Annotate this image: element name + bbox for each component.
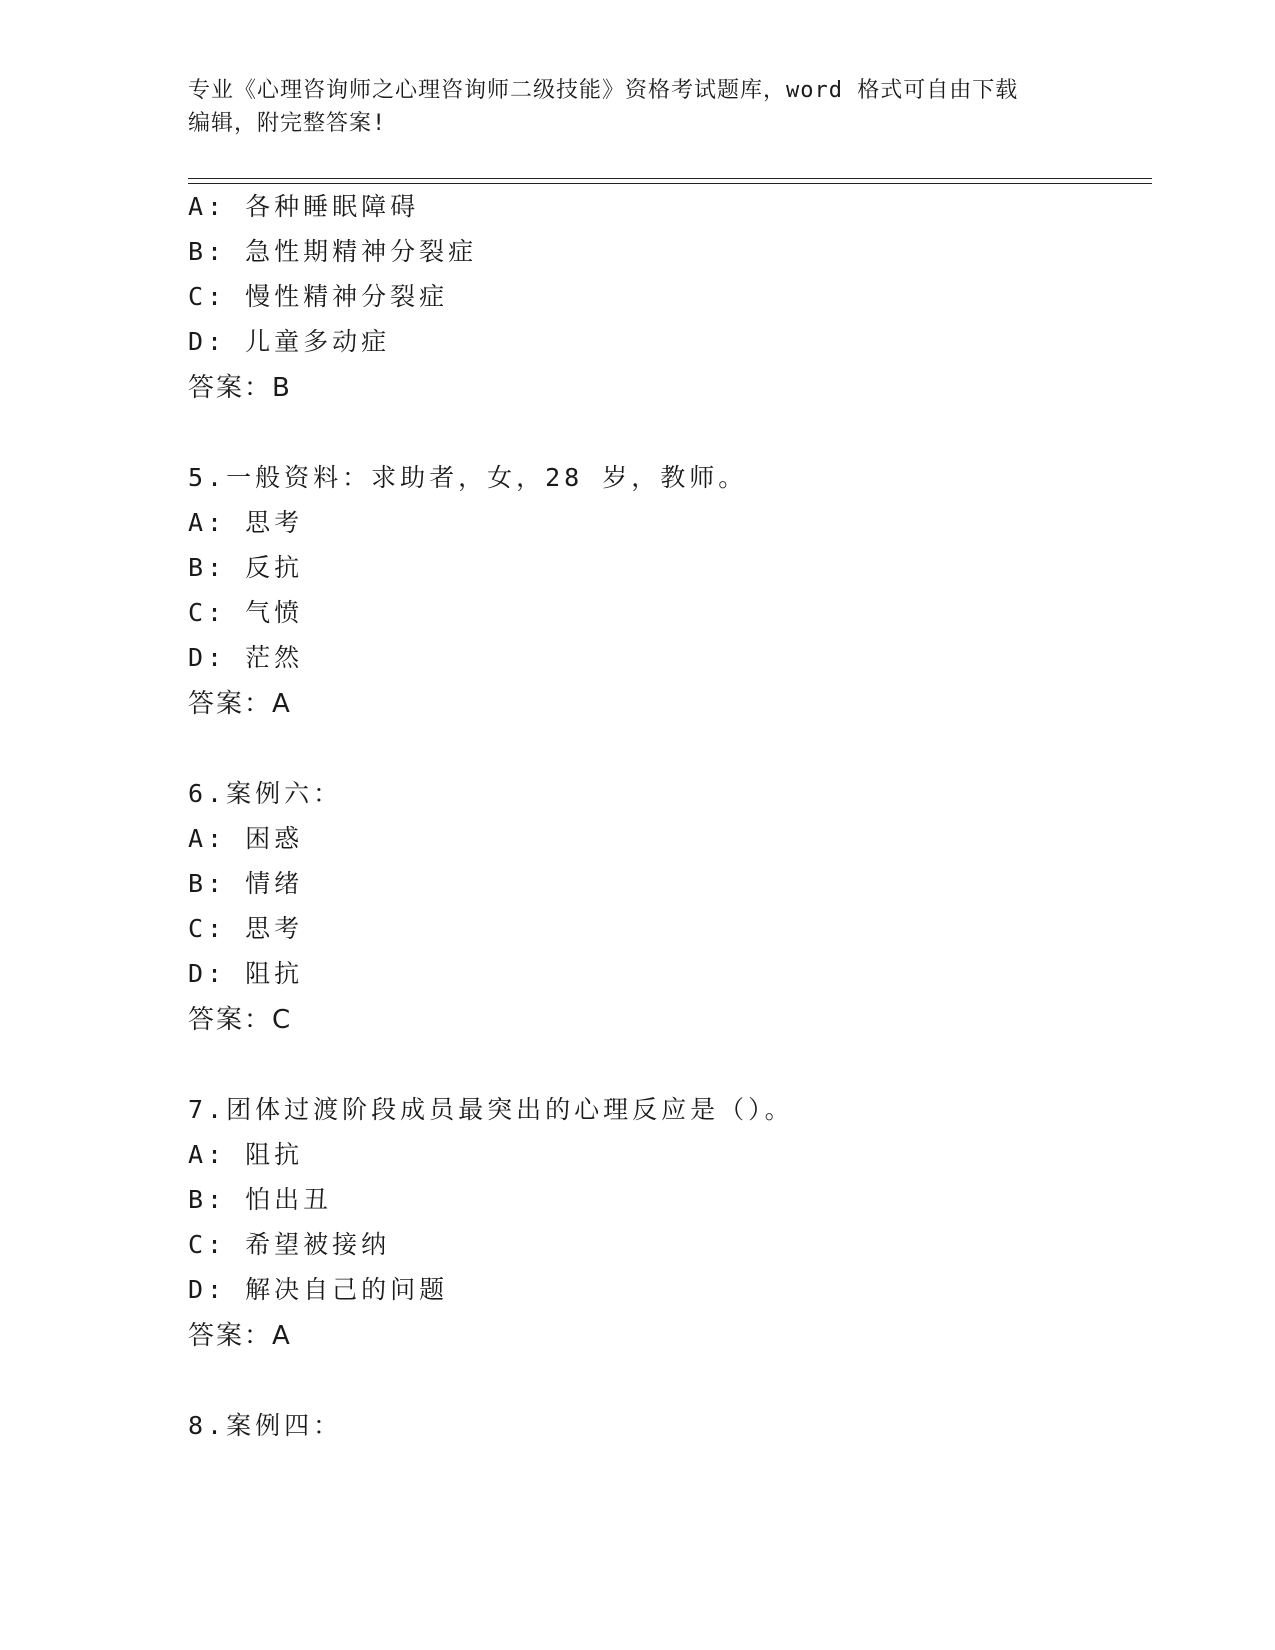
answer-value: B bbox=[272, 373, 291, 403]
q6-option-a: A: 困惑 bbox=[188, 824, 304, 853]
header-line-1: 专业《心理咨询师之心理咨询师二级技能》资格考试题库，word 格式可自由下载 bbox=[188, 78, 1019, 103]
answer-value: C bbox=[272, 1005, 292, 1035]
answer-label: 答案： bbox=[188, 373, 273, 403]
q6-answer bbox=[188, 1004, 291, 1036]
q8-stem: 8.案例四： bbox=[188, 1411, 343, 1440]
header-line-2: 编辑，附完整答案! bbox=[188, 111, 387, 136]
q5-stem: 5.一般资料：求助者，女，28 岁，教师。 bbox=[188, 463, 748, 492]
q7-option-b: B: 怕出丑 bbox=[188, 1185, 333, 1214]
answer-label: 答案： bbox=[188, 689, 273, 719]
q6-option-b: B: 情绪 bbox=[188, 869, 304, 898]
q6-option-d: D: 阻抗 bbox=[188, 959, 304, 988]
q5-option-b: B: 反抗 bbox=[188, 553, 304, 582]
q5-option-a: A: 思考 bbox=[188, 508, 304, 537]
answer-label: 答案： bbox=[188, 1005, 273, 1035]
answer-value: A bbox=[272, 1321, 291, 1351]
q7-option-d: D: 解决自己的问题 bbox=[188, 1275, 449, 1304]
q4-option-c: C: 慢性精神分裂症 bbox=[188, 282, 449, 311]
header-divider-top bbox=[188, 178, 1152, 179]
q7-answer bbox=[188, 1320, 291, 1352]
answer-label: 答案： bbox=[188, 1321, 273, 1351]
q5-option-c: C: 气愤 bbox=[188, 598, 304, 627]
q4-option-b: B: 急性期精神分裂症 bbox=[188, 237, 478, 266]
q5-answer bbox=[188, 688, 291, 720]
q7-stem: 7.团体过渡阶段成员最突出的心理反应是（）。 bbox=[188, 1095, 794, 1124]
q6-stem: 6.案例六： bbox=[188, 779, 343, 808]
q4-option-a: A: 各种睡眠障碍 bbox=[188, 192, 420, 221]
q4-answer bbox=[188, 372, 291, 404]
document-header bbox=[188, 74, 1088, 140]
q4-option-d: D: 儿童多动症 bbox=[188, 327, 391, 356]
header-divider-bottom bbox=[188, 183, 1152, 184]
answer-value: A bbox=[272, 689, 291, 719]
q6-option-c: C: 思考 bbox=[188, 914, 304, 943]
q7-option-a: A: 阻抗 bbox=[188, 1140, 304, 1169]
q7-option-c: C: 希望被接纳 bbox=[188, 1230, 391, 1259]
q5-option-d: D: 茫然 bbox=[188, 643, 304, 672]
